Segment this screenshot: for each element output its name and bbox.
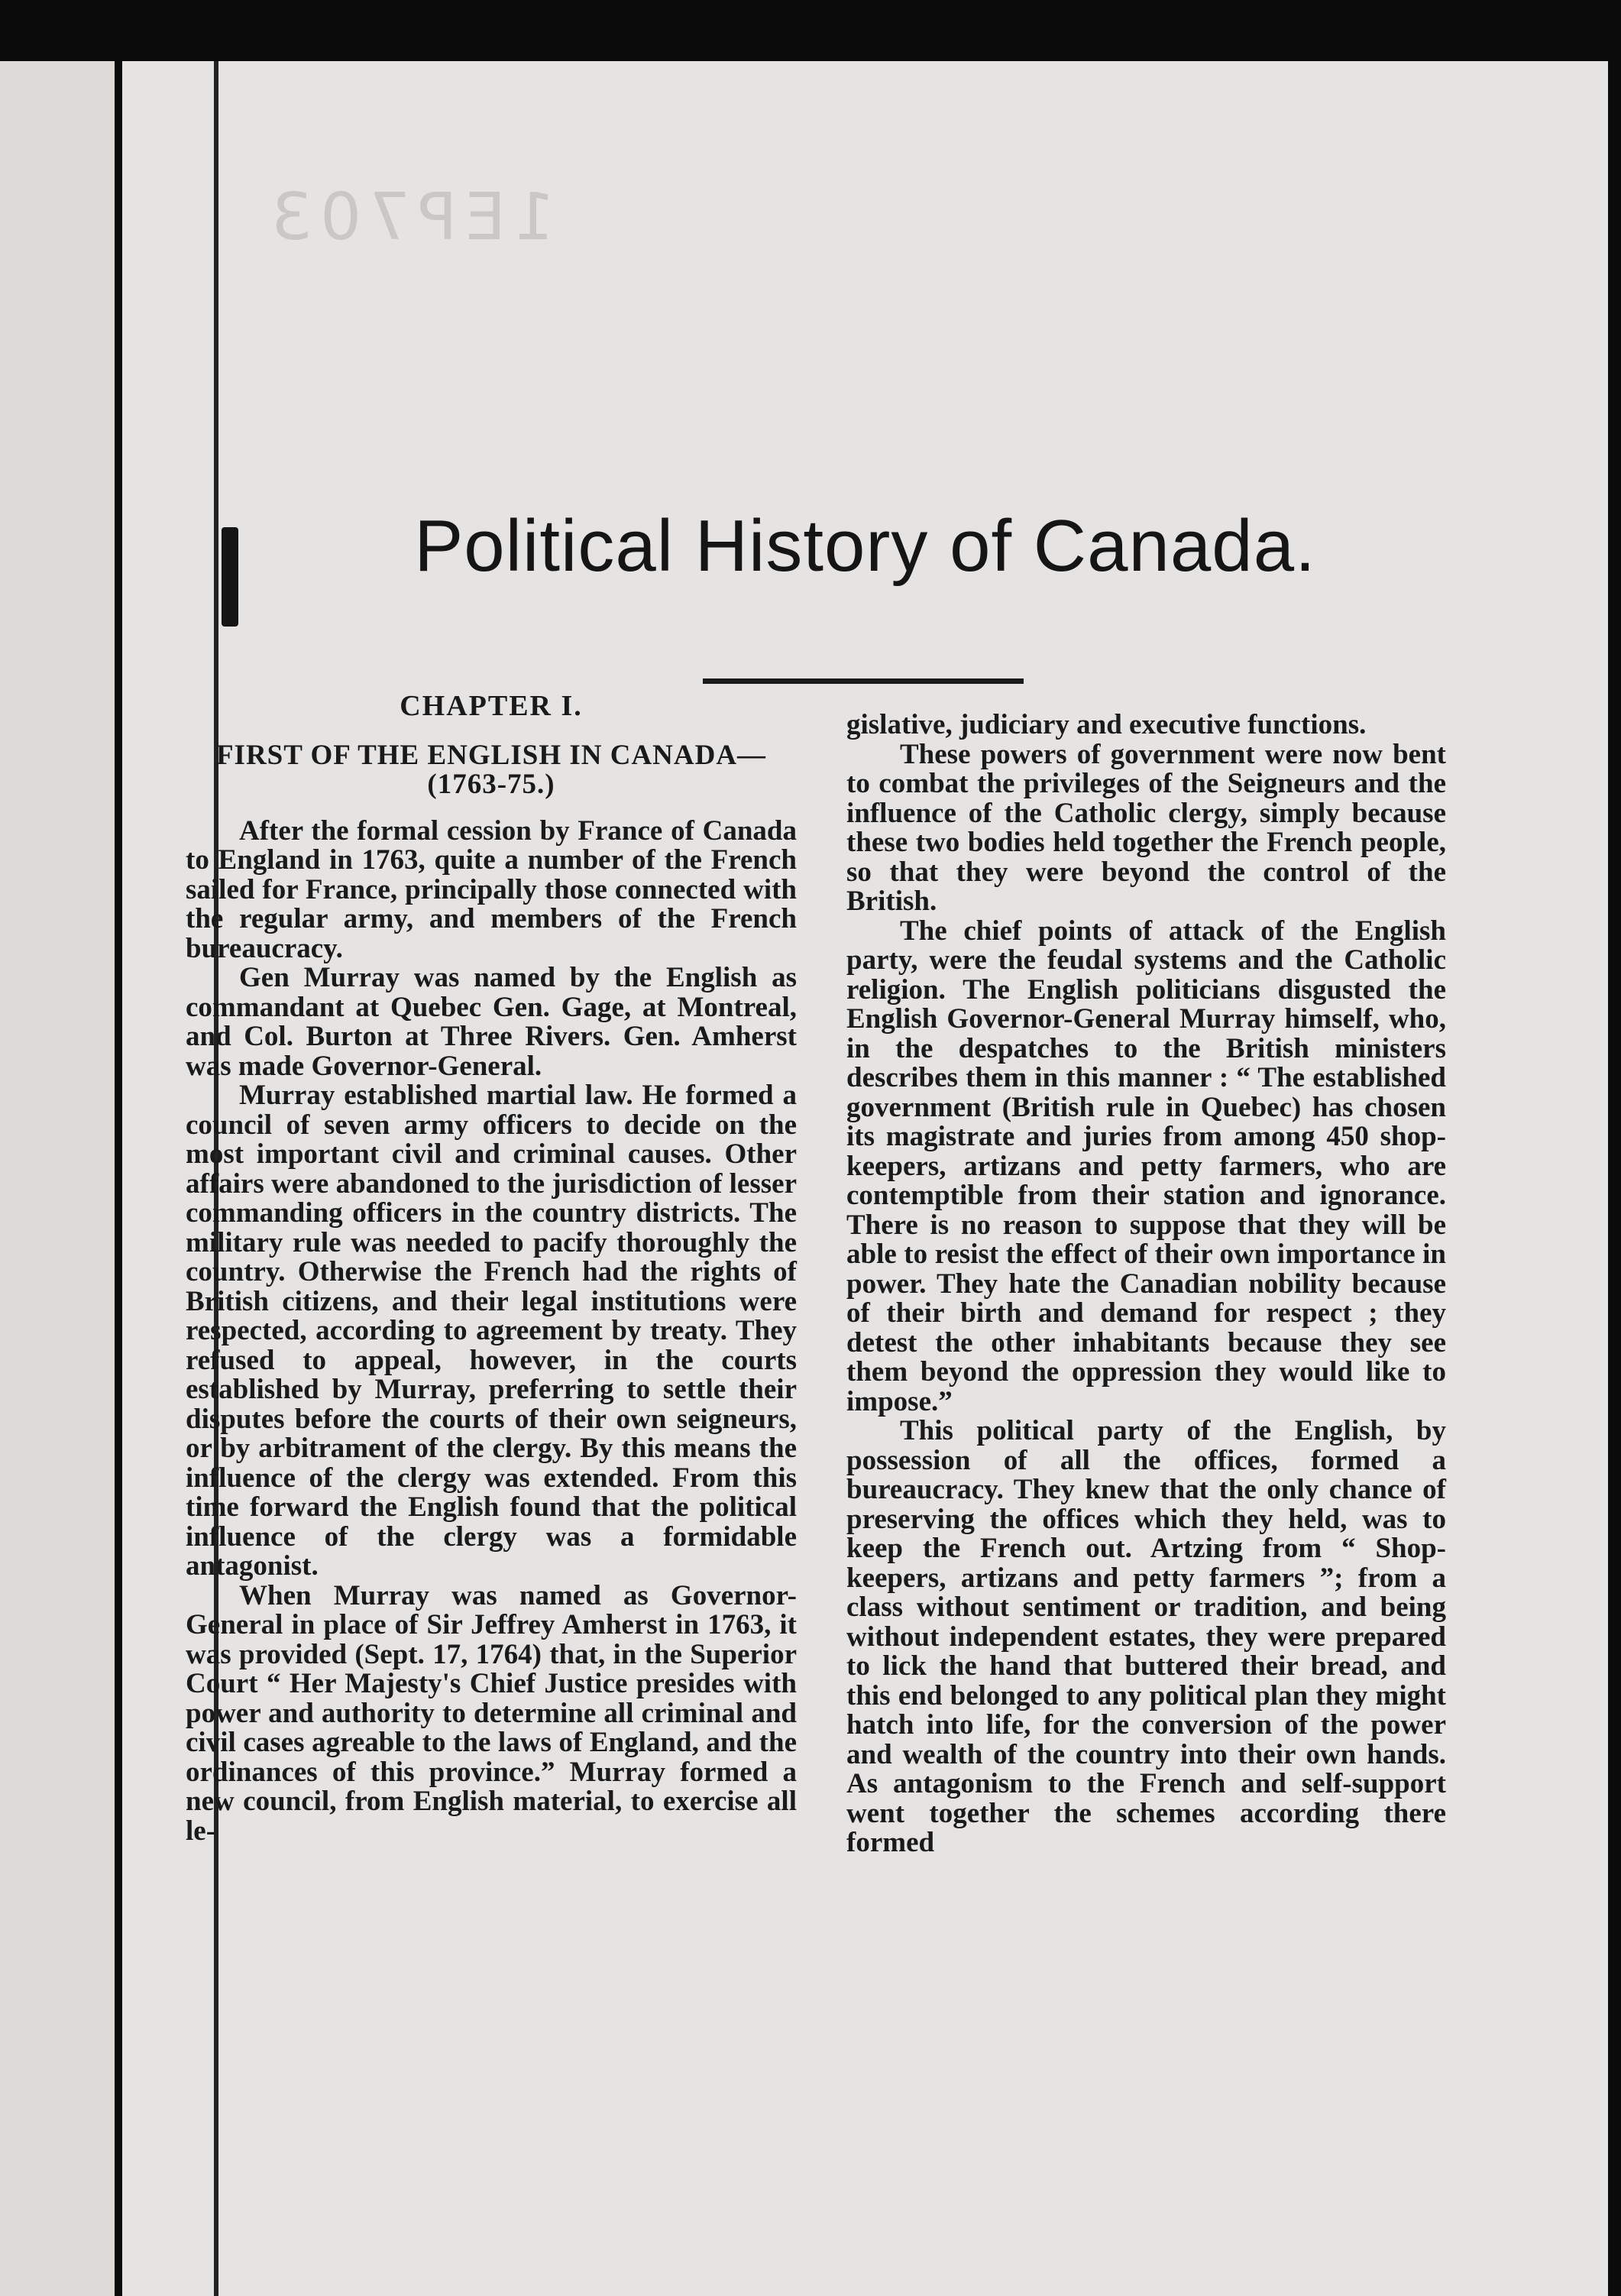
chapter-heading: FIRST OF THE ENGLISH IN CANADA—(1763-75.) [215,739,767,800]
adjacent-page [0,61,115,2296]
paragraph: This political party of the English, by possession of all the offices, formed a bureaucracy. They knew that the only chance of preserving the offices which they held, was to keep the French out. Artzing from “ Shop-keepers, artizans and petty farmers ”; from a class without sentiment or tradition, and being without independent estates, they were prepared to lick the hand that buttered their bread, and this end belonged to any political plan they might hatch into life, for the conversion of the power and wealth of the country into their own hands. As antagonism to the French and self-support went together the schemes according there formed [846,1415,1446,1858]
paragraph-continuation: gislative, judiciary and executive functions. [846,709,1367,740]
paragraph: When Murray was named as Governor-General in place of Sir Jeffrey Amherst in 1763, it was provided (Sept. 17, 1764) that, in the Superior Court “ Her Majesty's Chief Justice presides with power and authority to determine all criminal and civil cases agreable to the laws of England, and the ordinances of this province.” Murray formed a new council, from English material, to exercise all le- [186,1579,797,1847]
title-rule [703,678,1024,684]
paragraph: Gen Murray was named by the English as commandant at Quebec Gen. Gage, at Montreal, and Col. Burton at Three Rivers. Gen. Amherst was made Governor-General. [186,962,797,1082]
paragraph: The chief points of attack of the English party, were the feudal systems and the Catholic religion. The English politicians disgusted the English Governor-General Murray himself, who, in the despatches to the British ministers describes them in this manner : “ The established government (British rule in Quebec) has chosen its magistrate and juries from among 450 shop-keepers, artizans and petty farmers, who are contemptible from their station and ignorance. There is no reason to suppose that they will be able to resist the effect of their own importance in power. They hate the Canadian nobility because of their birth and demand for respect ; they detest the other inhabitants because they see them beyond the oppression they would like to impose.” [846,915,1446,1417]
paragraph: After the formal cession by France of Canada to England in 1763, quite a number of the French sailed for France, principally those connected with the regular army, and members of the French bureaucracy. [186,814,797,964]
show-through-stamp: 1EP703 [264,180,555,255]
right-column [846,711,1446,1858]
left-column [186,691,797,1846]
page-title: Political History of Canada. [414,505,1316,587]
paragraph: Murray established martial law. He formed a council of seven army officers to decide on the most important civil and criminal causes. Other affairs were abandoned to the jurisdiction of lesser commanding officers in the country districts. The military rule was needed to pacify thoroughly the country. Otherwise the French had the rights of British citizens, and their legal institutions were respected, according to agreement by treaty. They refused to appeal, however, in the courts established by Murray, preferring to settle their disputes before the courts of their own seigneurs, or by arbitrament of the clergy. By this means the influence of the clergy was extended. From this time forward the English found that the political influence of the clergy was a formidable antagonist. [186,1080,797,1582]
paragraph: These powers of government were now bent to combat the privileges of the Seigneurs and the influence of the Catholic clergy, simply because these two bodies held together the French people, so that they were beyond the control of the British. [846,738,1446,917]
chapter-number: CHAPTER I. [400,690,583,722]
